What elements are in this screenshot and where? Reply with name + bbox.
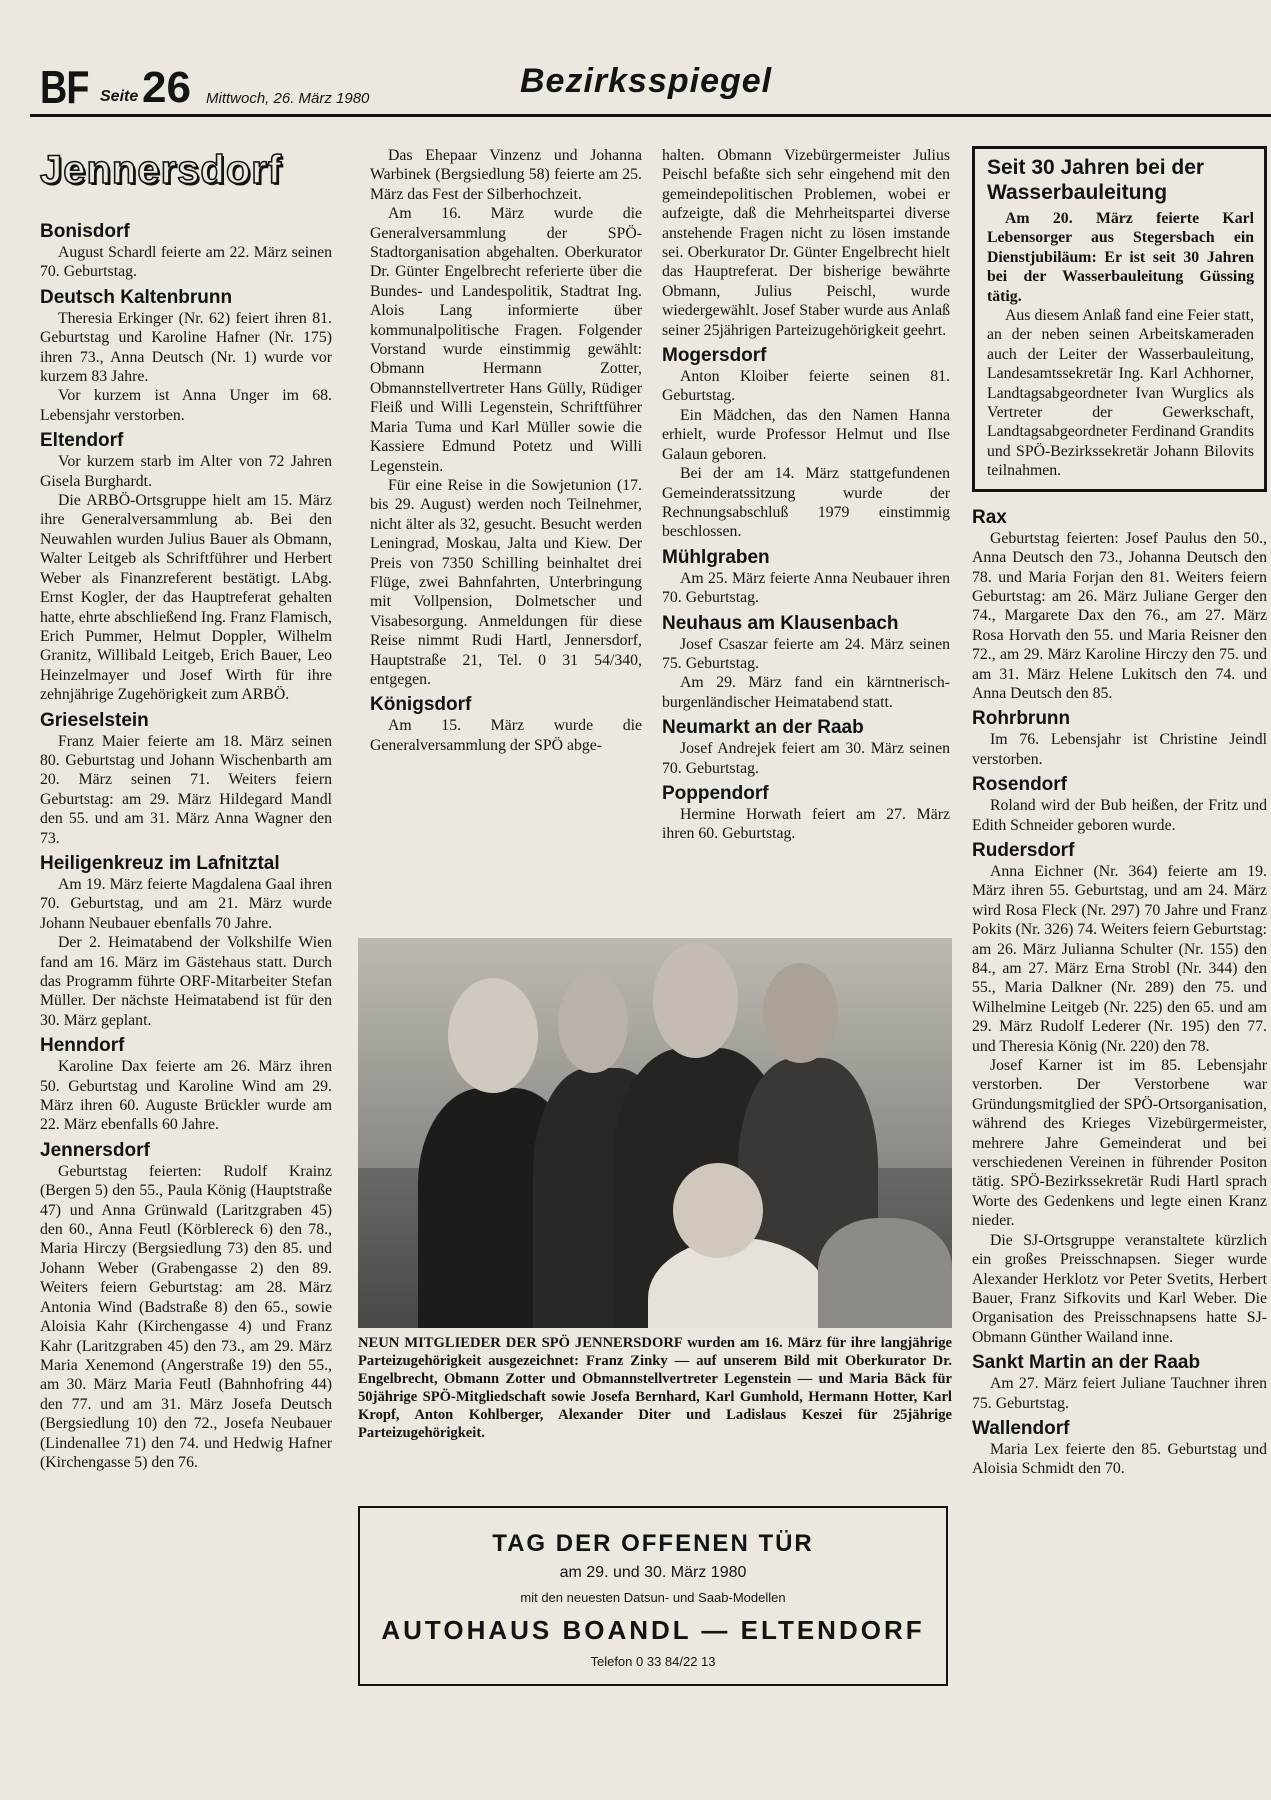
article-heading: Henndorf xyxy=(40,1035,125,1057)
section-title: Bezirksspiegel xyxy=(520,62,773,100)
person-2-head xyxy=(558,973,628,1073)
article-text: Josef Karner ist im 85. Lebensjahr verstorben. Der Verstorbene war Gründungsmitglied der SPÖ-Ortsorganisation, während des Krieges Vizebürgermeister, mehrere Jahre Gemeinderat und bei verschiedenen Vereinen in führender Positon tätig. SPÖ-Bezirkssekretär Rudi Hartl sprach Worte des Gedenkens und legte einen Kranz nieder. xyxy=(972,1057,1267,1230)
ad-phone: Telefon 0 33 84/22 13 xyxy=(590,1654,716,1669)
article-heading: Grieselstein xyxy=(40,709,149,731)
person-1-head xyxy=(448,978,538,1093)
article-text: Vor kurzem starb im Alter von 72 Jahren Gisela Burghardt. xyxy=(40,453,332,490)
column-3 xyxy=(662,146,950,844)
column-3-articles xyxy=(662,344,950,844)
article-text: Am 19. März feierte Magdalena Gaal ihren 70. Geburtstag, und am 21. März wurde Johann Neubauer ebenfalls 70 Jahre. xyxy=(40,875,332,932)
article-text: Vor kurzem ist Anna Unger im 68. Lebensjahr verstorben. xyxy=(40,387,332,424)
column-1 xyxy=(40,146,332,1472)
person-6 xyxy=(818,1218,952,1328)
article-text: Für eine Reise in die Sowjetunion (17. bis 29. August) werden noch Teilnehmer, nicht älter als 32, gesucht. Besucht werden Leningrad, Moskau, Jalta und Kiew. Der Preis von 7350 Schilling beinhaltet drei Flüge, zwei Bahnfahrten, Unterbringung mit Vollpension, Dolmetscher und Visabesorgung. Anmeldungen für diese Reise nimmt Rudi Hartl, Jennersdorf, Hauptstraße 21, Tel. 0 31 54/340, entgegen. xyxy=(370,476,642,688)
photo-image xyxy=(358,938,952,1328)
article-heading: Heiligenkreuz im Lafnitztal xyxy=(40,852,280,874)
article-text: Das Ehepaar Vinzenz und Johanna Warbinek (Bergsiedlung 58) feierte am 25. März das Fest der Silberhochzeit. xyxy=(370,147,642,203)
column-2-articles xyxy=(370,146,642,689)
article-text: Josef Andrejek feiert am 30. März seinen 70. Geburtstag. xyxy=(662,740,950,777)
article-heading: Mühlgraben xyxy=(662,546,770,568)
article-heading: Bonisdorf xyxy=(40,221,130,242)
article-heading: Neuhaus am Klausenbach xyxy=(662,612,899,634)
framed-article-text: Aus diesem Anlaß fand eine Feier statt, an der neben seinen Arbeitskameraden auch der Leiter der Wasserbauleitung, Landesamtssekretär Ing. Karl Achhorner, Landtagsabgeordneter Ivan Wurglics als Vertreter der Gewerkschaft, Landtagsabgeordneter Ferdinand Grandits und SPÖ-Bezirkssekretär Johann Bilovits teilnahmen. xyxy=(987,307,1254,480)
article-text: Maria Lex feierte den 85. Geburtstag und Aloisia Schmidt den 70. xyxy=(972,1440,1267,1478)
advertisement xyxy=(358,1506,948,1686)
article-text: Franz Maier feierte am 18. März seinen 80. Geburtstag und Johann Wischenbarth am 20. März seinen 71. Weiters feiern Geburtstag: am 29. März Hildegard Mandl den 55. und am 31. März Anna Wagner den 73. xyxy=(40,732,332,847)
article-heading: Rosendorf xyxy=(972,774,1067,796)
page-number: 26 xyxy=(142,63,191,112)
ad-company: AUTOHAUS BOANDL — ELTENDORF xyxy=(381,1615,925,1645)
issue-date: Mittwoch, 26. März 1980 xyxy=(206,90,370,107)
column-2 xyxy=(370,146,642,755)
page-label: Seite xyxy=(100,88,139,105)
article-heading: Jennersdorf xyxy=(40,1139,150,1161)
person-5-head xyxy=(673,1163,763,1258)
article-heading: Sankt Martin an der Raab xyxy=(972,1352,1201,1374)
article-text: Hermine Horwath feiert am 27. März ihren 60. Geburtstag. xyxy=(662,805,950,843)
ad-headline: TAG DER OFFENEN TÜR xyxy=(492,1530,814,1557)
article-text: August Schardl feierte am 22. März seinen 70. Geburtstag. xyxy=(40,244,332,281)
framed-article xyxy=(972,146,1267,492)
article-text: Theresia Erkinger (Nr. 62) feiert ihren 81. Geburtstag und Karoline Hafner (Nr. 175) ihren 73., Anna Deutsch (Nr. 1) wurde vor kurzem 83 Jahre. xyxy=(40,309,332,386)
masthead xyxy=(30,58,1271,118)
article-text: Ein Mädchen, das den Namen Hanna erhielt, wurde Professor Helmut und Ilse Galaun geboren. xyxy=(662,406,950,463)
article-heading: Neumarkt an der Raab xyxy=(662,717,864,739)
news-photo xyxy=(358,938,952,1328)
article-text: Josef Csaszar feierte am 24. März seinen 75. Geburtstag. xyxy=(662,635,950,672)
article-text: Geburtstag feierten: Josef Paulus den 50., Anna Deutsch den 73., Johanna Deutsch den 78. und Maria Forjan den 81. Weiters feiern Geburtstag: am 26. März Juliane Gerger den 74., Margarete Dax den 76., am 27. März Rosa Horvath den 55. und Maria Reisner den 72., am 29. März Karoline Hirczy den 75. und am 31. März Helene Lukitsch den 74. und Anna Deutsch den 85. xyxy=(972,529,1267,702)
article-text: Im 76. Lebensjahr ist Christine Jeindl verstorben. xyxy=(972,731,1267,768)
article-heading: Rudersdorf xyxy=(972,839,1075,861)
article-text: Roland wird der Bub heißen, der Fritz und Edith Schneider geboren wurde. xyxy=(972,797,1267,834)
article-heading: Poppendorf xyxy=(662,782,769,804)
article-text: Anton Kloiber feierte seinen 81. Geburtstag. xyxy=(662,368,950,405)
article-text: Karoline Dax feierte am 26. März ihren 50. Geburtstag und Karoline Wind am 29. März ihren 60. Auguste Brückler wurde am 22. März ebenfalls 60 Jahre. xyxy=(40,1058,332,1134)
article-text: Bei der am 14. März stattgefundenen Gemeinderatssitzung wurde der Rechnungsabschluß 1979 einstimmig beschlossen. xyxy=(662,465,950,541)
article-text: Die ARBÖ-Ortsgruppe hielt am 15. März ihre Generalversammlung ab. Bei den Neuwahlen wurden Julius Bauer als Obmann, Walter Leitgeb als Schriftführer und Herbert Weber als Finanzreferent bestätigt. LAbg. Ernst Kogler, der das Hauptreferat gehalten hatte, ehrte abschließend Ing. Franz Flamisch, Erich Pummer, Helmut Doppler, Wilhelm Granitz, Willibald Leitgeb, Erich Bauer, Leo Heinzelmayer und Josef Wirth für ihre zehnjährige Zugehörigkeit zum ARBÖ. xyxy=(40,492,332,704)
column-4 xyxy=(972,146,1267,1479)
article-text: Die SJ-Ortsgruppe veranstaltete kürzlich ein großes Preisschnapsen. Sieger wurde Alexander Herklotz vor Peter Svetits, Herbert Bauer, Franz Sifkovits und Karl Weber. Die Organisation des Preisschnapsens hatte SJ-Obmann Günther Wailand inne. xyxy=(972,1231,1267,1346)
article-heading: Rax xyxy=(972,506,1007,528)
article-text: Am 16. März wurde die Generalversammlung der SPÖ-Stadtorganisation abgehalten. Oberkurator Dr. Günter Engelbrecht referierte über die Bundes- und Landespolitik, Stadtrat Ing. Alois Lang informierte über kommunalpolitische Fragen. Folgender Vorstand wurde einstimmig gewählt: Obmann Hermann Zotter, Obmannstellvertreter Hans Gülly, Rüdiger Fleiß und Willi Legenstein, Schriftführer Maria Tuma und Karl Müller sowie die Kassiere Edmund Potetz und Willi Legenstein. xyxy=(370,205,642,475)
article-heading: Eltendorf xyxy=(40,430,124,452)
article-text: Anna Eichner (Nr. 364) feierte am 19. März ihren 55. Geburtstag, und am 24. März wird Rosa Fleck (Nr. 297) 70 Jahre und Franz Pokits (Nr. 326) 74. Weiters feiern Geburtstag: am 26. März Julianna Schulter (Nr. 155) den 84., am 27. März Erna Strobl (Nr. 344) den 55., Maria Dalkner (Nr. 289) den 75. und Wilhelmine Leitgeb (Nr. 225) den 65. und am 29. März Rudolf Lederer (Nr. 195) den 77. und Theresia König (Nr. 220) den 78. xyxy=(972,862,1268,1055)
ad-dates: am 29. und 30. März 1980 xyxy=(559,1564,747,1581)
article-heading: Rohrbrunn xyxy=(972,708,1071,730)
photo-caption: NEUN MITGLIEDER DER SPÖ JENNERSDORF wurden am 16. März für ihre langjährige Parteizugehörigkeit ausgezeichnet: Franz Zinky — auf unserem Bild mit Oberkurator Dr. Engelbrecht, Obmann Zotter und Obmannstellvertreter Legenstein — und Maria Bäck für 50jährige SPÖ-Mitgliedschaft sowie Josefa Bernhard, Karl Gumhold, Hermann Hotter, Karl Kropf, Anton Kohlberger, Alexander Diter und Ladislaus Keszei für 25jährige Parteizugehörigkeit. xyxy=(358,1335,952,1441)
framed-article-lead: Am 20. März feierte Karl Lebensorger aus Stegersbach ein Dienstjubiläum: Er ist seit 30 Jahren bei der Wasserbauleitung Güssing tätig. xyxy=(987,210,1254,305)
article-heading: Wallendorf xyxy=(972,1417,1070,1439)
article-text-continued: halten. Obmann Vizebürgermeister Julius Peischl befaßte sich sehr eingehend mit den gemeindepolitischen Problemen, wobei er aufzeigte, daß die Mehrheitspartei diverse anstehende Fragen nicht zu lösen imstande sei. Oberkurator Dr. Günter Engelbrecht hielt das Hauptreferat. Der bisherige bewährte Obmann, Julius Peischl, wurde wiedergewählt. Josef Staber wurde aus Anlaß seiner 25jährigen Parteizugehörigkeit geehrt. xyxy=(662,147,950,339)
brand-logo: BF xyxy=(40,61,89,113)
article-heading: Mogersdorf xyxy=(662,345,767,367)
column-4-articles xyxy=(972,506,1267,1479)
article-heading: Deutsch Kaltenbrunn xyxy=(40,286,233,308)
article-text: Am 25. März feierte Anna Neubauer ihren 70. Geburtstag. xyxy=(662,569,950,607)
article-text: Am 27. März feiert Juliane Tauchner ihren 75. Geburtstag. xyxy=(972,1375,1267,1412)
framed-article-title: Seit 30 Jahren bei der Wasserbauleitung xyxy=(987,156,1205,204)
district-logo: Jennersdorf xyxy=(40,148,283,192)
article-heading: Königsdorf xyxy=(370,694,472,716)
column-1-articles xyxy=(40,220,332,1472)
person-4-head xyxy=(763,963,838,1063)
article-text: Der 2. Heimatabend der Volkshilfe Wien fand am 16. März im Gästehaus statt. Durch das Programm führte ORF-Mitarbeiter Stefan Müller. Der nächste Heimatabend ist für den 30. März geplant. xyxy=(40,934,332,1029)
ad-models: mit den neuesten Datsun- und Saab-Modellen xyxy=(520,1590,786,1605)
article-text: Geburtstag feierten: Rudolf Krainz (Bergen 5) den 55., Paula König (Hauptstraße 47) und Anna Grünwald (Laritzgraben 45) den 60., Anna Feutl (Körblereck 6) den 78., Maria Hirczy (Bergsiedlung 73) den 85. und Johann Weber (Grabengasse 2) den 89. Weiters feiern Geburtstag: am 28. März Antonia Wind (Badstraße 8) den 65., sowie Aloisia Kahr (Kirchengasse 4) und Franz Kahr (Laritzgraben 45) den 73., am 29. März Maria Xenemond (Angerstraße 19) den 55., am 30. März Maria Feutl (Bahnhofring 44) den 77. und am 31. März Josefa Deutsch (Bergsiedlung 10) den 72., Josefa Neubauer (Lindenallee 71) den 74. und Hedwig Hafner (Kirchengasse 5) den 76. xyxy=(40,1162,332,1471)
article-text: Am 15. März wurde die Generalversammlung der SPÖ abge- xyxy=(370,717,642,754)
article-text: Am 29. März fand ein kärntnerisch-burgenländischer Heimatabend statt. xyxy=(662,674,950,711)
person-3-head xyxy=(653,943,738,1058)
masthead-rule xyxy=(30,114,1271,117)
